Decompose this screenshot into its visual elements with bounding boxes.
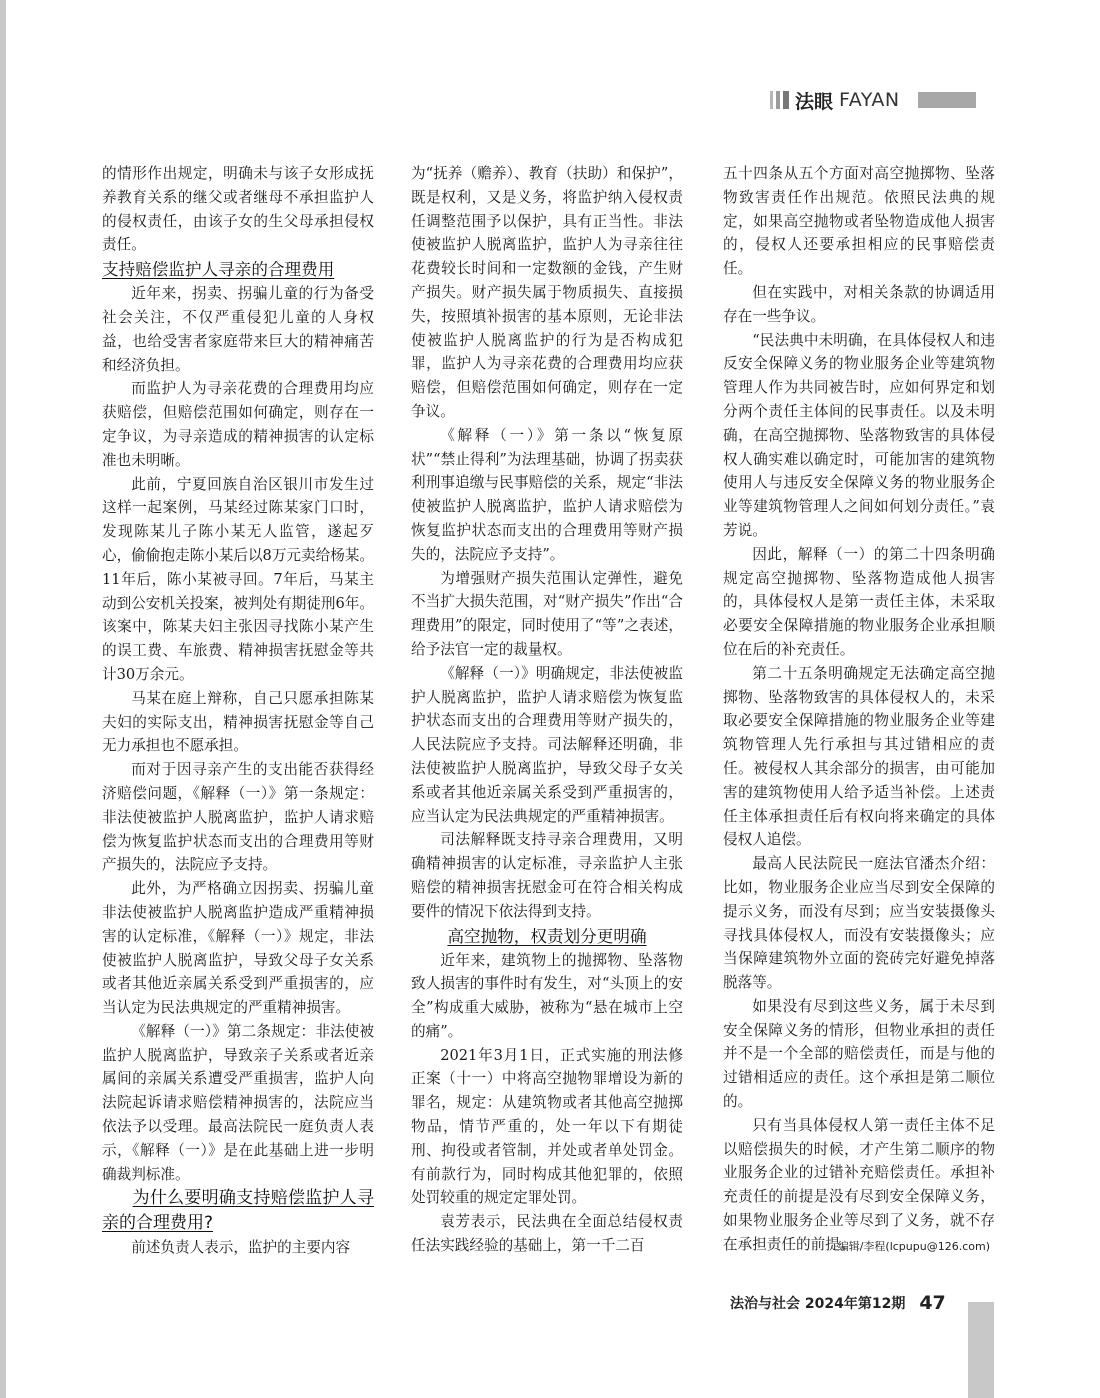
paragraph: 2021年3月1日，正式实施的刑法修正案（十一）中将高空抛物罪增设为新的罪名，规定：从建筑物或者其他高空抛掷物品，情节严重的，处一年以下有期徒刑、拘役或者管制，并处或者单处罚金。有前款行为，同时构成其他犯罪的，依照处罚较重的规定定罪处罚。 [411, 1046, 683, 1207]
left-margin-bar [0, 0, 6, 1398]
article-column-2 [411, 162, 683, 1258]
section-header [770, 86, 976, 114]
paragraph: 的情形作出规定，明确未与该子女形成抚养教育关系的继父或者继母不承担监护人的侵权责任，由该子女的生父母承担侵权责任。 [102, 165, 374, 254]
paragraph: 但在实践中，对相关条款的协调适用存在一些争议。 [723, 283, 995, 325]
paragraph: 《解释（一）》明确规定，非法使被监护人脱离监护，监护人请求赔偿为恢复监护状态而支出的合理费用等财产损失的，人民法院应予支持。司法解释还明确，非法使被监护人脱离监护，导致父母子女关系或者其他近亲属关系受到严重损害的，应当认定为民法典规定的严重精神损害。 [411, 664, 683, 825]
paragraph: 近年来，建筑物上的抛掷物、坠落物致人损害的事件时有发生，对“头顶上的安全”构成重大威胁，被称为“悬在城市上空的痛”。 [411, 951, 683, 1040]
paragraph: 司法解释既支持寻亲合理费用，又明确精神损害的认定标准，寻亲监护人主张赔偿的精神损害抚慰金可在符合相关构成要件的情况下依法得到支持。 [411, 831, 683, 920]
paragraph: 因此，解释（一）的第二十四条明确规定高空抛掷物、坠落物造成他人损害的，具体侵权人是第一责任主体，未采取必要安全保障措施的物业服务企业承担顺位在后的补充责任。 [723, 545, 995, 658]
article-column-1 [102, 162, 374, 1260]
section-heading: 支持赔偿监护人寻亲的合理费用 [102, 260, 335, 280]
paragraph: 此前，宁夏回族自治区银川市发生过这样一起案例，马某经过陈某家门口时，发现陈某儿子陈小某无人监管，遂起歹心，偷偷抱走陈小某后以8万元卖给杨某。11年后，陈小某被寻回。7年后，马某主动到公安机关投案，被判处有期徒刑6年。该案中，陈某夫妇主张因寻找陈小某产生的误工费、车旅费、精神损害抚慰金等共计30万余元。 [102, 475, 374, 683]
section-heading: 为什么要明确支持赔偿监护人寻亲的合理费用? [102, 1188, 374, 1234]
paragraph: 如果没有尽到这些义务，属于未尽到安全保障义务的情形，但物业承担的责任并不是一个全部的赔偿责任，而是与他的过错相适应的责任。这个承担是第二顺位的。 [723, 997, 995, 1111]
article-column-3 [723, 162, 995, 1257]
paragraph: 而对于因寻亲产生的支出能否获得经济赔偿问题，《解释（一）》第一条规定：非法使被监护人脱离监护，监护人请求赔偿为恢复监护状态而支出的合理费用等财产损失的，法院应予支持。 [102, 761, 374, 874]
paragraph: “民法典中未明确，在具体侵权人和违反安全保障义务的物业服务企业等建筑物管理人作为共同被告时，应如何界定和划分两个责任主体间的民事责任。以及未明确，在高空抛掷物、坠落物致害的具体侵权人确实难以确定时，可能加害的建筑物使用人与违反安全保障义务的物业服务企业等建筑物管理人之间如何划分责任。”袁芳说。 [723, 331, 995, 539]
paragraph: 《解释（一）》第二条规定：非法使被监护人脱离监护，导致亲子关系或者近亲属间的亲属关系遭受严重损害，监护人向法院起诉请求赔偿精神损害的，法院应当依法予以受理。最高法院民一庭负责人表示，《解释（一）》是在此基础上进一步明确裁判标准。 [102, 1022, 374, 1183]
paragraph: 《解释（一）》第一条以“恢复原状”“禁止得利”为法理基础，协调了拐卖获利刑事追缴与民事赔偿的关系，规定“非法使被监护人脱离监护，监护人请求赔偿为恢复监护状态而支出的合理费用等财产损失的，法院应予支持”。 [411, 426, 683, 563]
paragraph: 为增强财产损失范围认定弹性，避免不当扩大损失范围，对“财产损失”作出“合理费用”的限定，同时使用了“等”之表述，给予法官一定的裁量权。 [411, 569, 683, 658]
right-margin-bar [968, 1302, 994, 1398]
section-heading: 高空抛物，权责划分更明确 [447, 926, 647, 946]
paragraph: 为“抚养（赡养）、教育（扶助）和保护”，既是权利，又是义务，将监护纳入侵权责任调整范围予以保护，具有正当性。非法使被监护人脱离监护，监护人为寻亲往往花费较长时间和一定数额的金钱，产生财产损失。财产损失属于物质损失、直接损失，按照填补损害的基本原则，无论非法使被监护人脱离监护的行为是否构成犯罪，监护人为寻亲花费的合理费用均应获赔偿，但赔偿范围如何确定，则存在一定争议。 [411, 165, 683, 420]
section-title-cn: 法眼 [795, 90, 834, 113]
header-stripes [770, 91, 789, 109]
paragraph: 近年来，拐卖、拐骗儿童的行为备受社会关注，不仅严重侵犯儿童的人身权益，也给受害者家庭带来巨大的精神痛苦和经济负担。 [102, 285, 374, 374]
page-footer [730, 1292, 946, 1314]
paragraph: 马某在庭上辩称，自己只愿承担陈某夫妇的实际支出，精神损害抚慰金等自己无力承担也不愿承担。 [102, 689, 374, 755]
editor-credit: 编辑/李程(lcpupu@126.com) [837, 1240, 990, 1253]
paragraph: 只有当具体侵权人第一责任主体不足以赔偿损失的时候，才产生第二顺序的物业服务企业的过错补充赔偿责任。承担补充责任的前提是没有尽到安全保障义务，如果物业服务企业等尽到了义务，就不存在承担责任的前提。 [723, 1116, 995, 1253]
magazine-issue: 法治与社会 2024年第12期 [730, 1296, 906, 1312]
paragraph: 最高人民法院民一庭法官潘杰介绍：比如，物业服务企业应当尽到安全保障的提示义务，而没有尽到；应当安装摄像头寻找具体侵权人，而没有安装摄像头；应当保障建筑物外立面的瓷砖完好避免掉落脱落等。 [723, 855, 995, 992]
paragraph: 袁芳表示，民法典在全面总结侵权责任法实践经验的基础上，第一千二百 [411, 1213, 683, 1255]
paragraph: 第二十五条明确规定无法确定高空抛掷物、坠落物致害的具体侵权人的，未采取必要安全保障措施的物业服务企业等建筑物管理人先行承担与其过错相应的责任。被侵权人其余部分的损害，由可能加害的建筑物使用人给予适当补偿。上述责任主体承担责任后有权向将来确定的具体侵权人追偿。 [723, 664, 995, 849]
paragraph: 前述负责人表示，监护的主要内容 [131, 1239, 351, 1257]
paragraph: 此外，为严格确立因拐卖、拐骗儿童非法使被监护人脱离监护造成严重精神损害的认定标准，《解释（一）》规定，非法使被监护人脱离监护，导致父母子女关系或者其他近亲属关系受到严重损害的，应当认定为民法典规定的严重精神损害。 [102, 880, 374, 1017]
page-number: 47 [919, 1292, 946, 1314]
paragraph: 而监护人为寻亲花费的合理费用均应获赔偿，但赔偿范围如何确定，则存在一定争议，为寻亲造成的精神损害的认定标准也未明晰。 [102, 380, 374, 469]
paragraph: 五十四条从五个方面对高空抛掷物、坠落物致害责任作出规范。依照民法典的规定，如果高空抛物或者坠物造成他人损害的，侵权人还要承担相应的民事赔偿责任。 [723, 165, 995, 278]
section-title-en: FAYAN [839, 89, 900, 111]
header-gray-block [918, 92, 976, 108]
